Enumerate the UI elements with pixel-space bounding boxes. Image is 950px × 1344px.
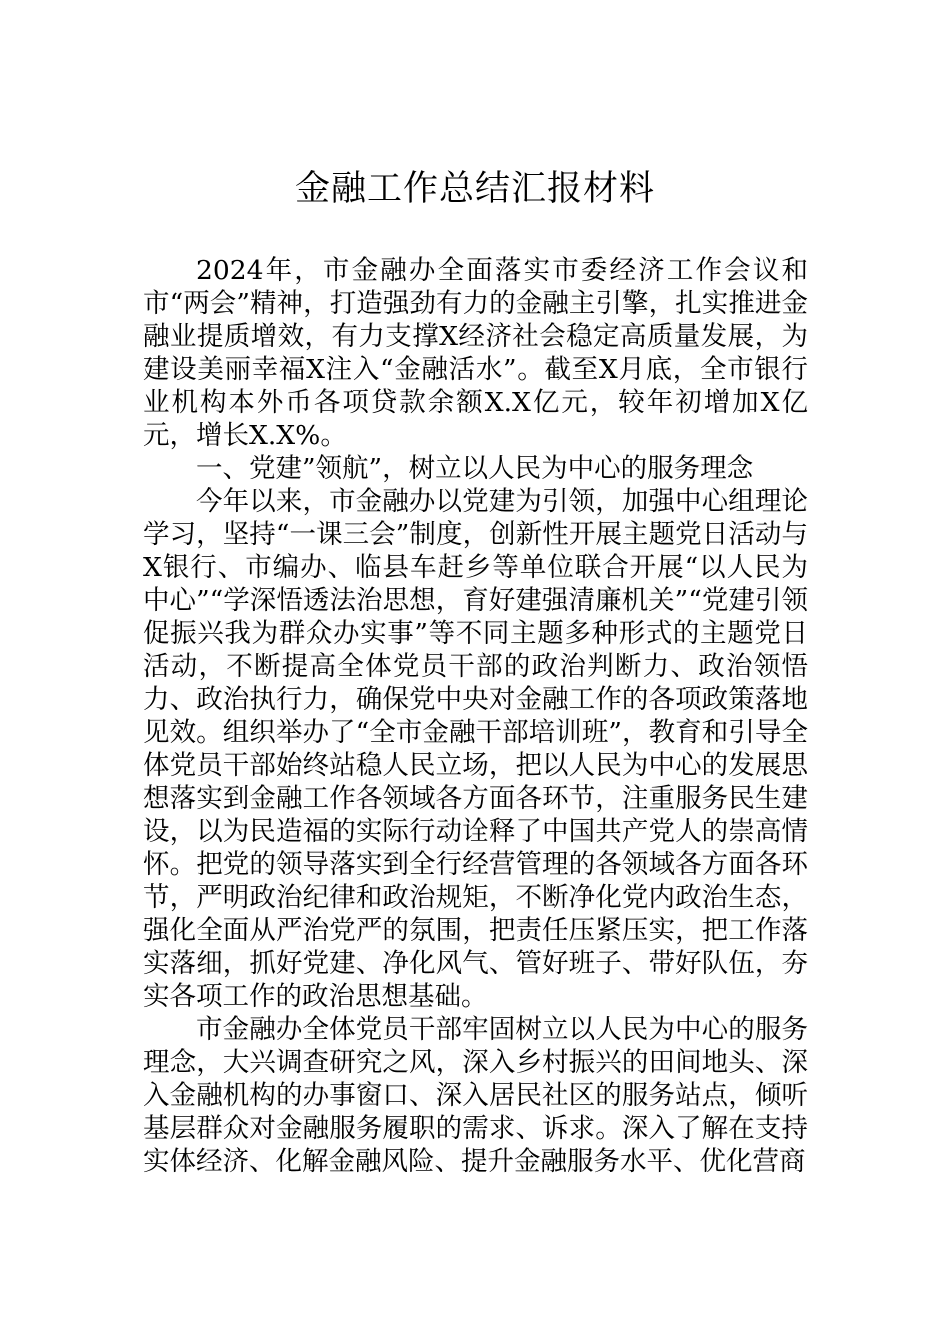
document-body [143, 254, 808, 1178]
paragraph-party-building: 今年以来，市金融办以党建为引领，加强中心组理论学习，坚持“一课三会”制度，创新性开展主题党日活动与X银行、市编办、临县车赶乡等单位联合开展“以人民为中心”“学深悟透法治思想，育好建强清廉机关”“党建引领促振兴我为群众办实事”等不同主题多种形式的主题党日活动，不断提高全体党员干部的政治判断力、政治领悟力、政治执行力，确保党中央对金融工作的各项政策落地见效。组织举办了“全市金融干部培训班”，教育和引导全体党员干部始终站稳人民立场，把以人民为中心的发展思想落实到金融工作各领域各方面各环节，注重服务民生建设，以为民造福的实际行动诠释了中国共产党人的崇高情怀。把党的领导落实到全行经营管理的各领域各方面各环节，严明政治纪律和政治规矩，不断净化党内政治生态，强化全面从严治党严的氛围，把责任压紧压实，把工作落实落细，抓好党建、净化风气、管好班子、带好队伍，夯实各项工作的政治思想基础。 [143, 486, 808, 1012]
document-title: 金融工作总结汇报材料 [294, 169, 655, 209]
paragraph-intro: 2024年，市金融办全面落实市委经济工作会议和市“两会”精神，打造强劲有力的金融主引擎，扎实推进金融业提质增效，有力支撑X经济社会稳定高质量发展，为建设美丽幸福X注入“金融活水”。截至X月底，全市银行业机构本外币各项贷款余额X.X亿元，较年初增加X亿元，增长X.X%。 [143, 255, 808, 451]
section-heading-1: 一、党建”领航”，树立以人民为中心的服务理念 [196, 453, 754, 484]
paragraph-service-concept: 市金融办全体党员干部牢固树立以人民为中心的服务理念，大兴调查研究之风，深入乡村振兴的田间地头、深入金融机构的办事窗口、深入居民社区的服务站点，倾听基层群众对金融服务履职的需求、诉求。深入了解在支持实体经济、化解金融风险、提升金融服务水平、优化营商 [143, 1014, 808, 1177]
